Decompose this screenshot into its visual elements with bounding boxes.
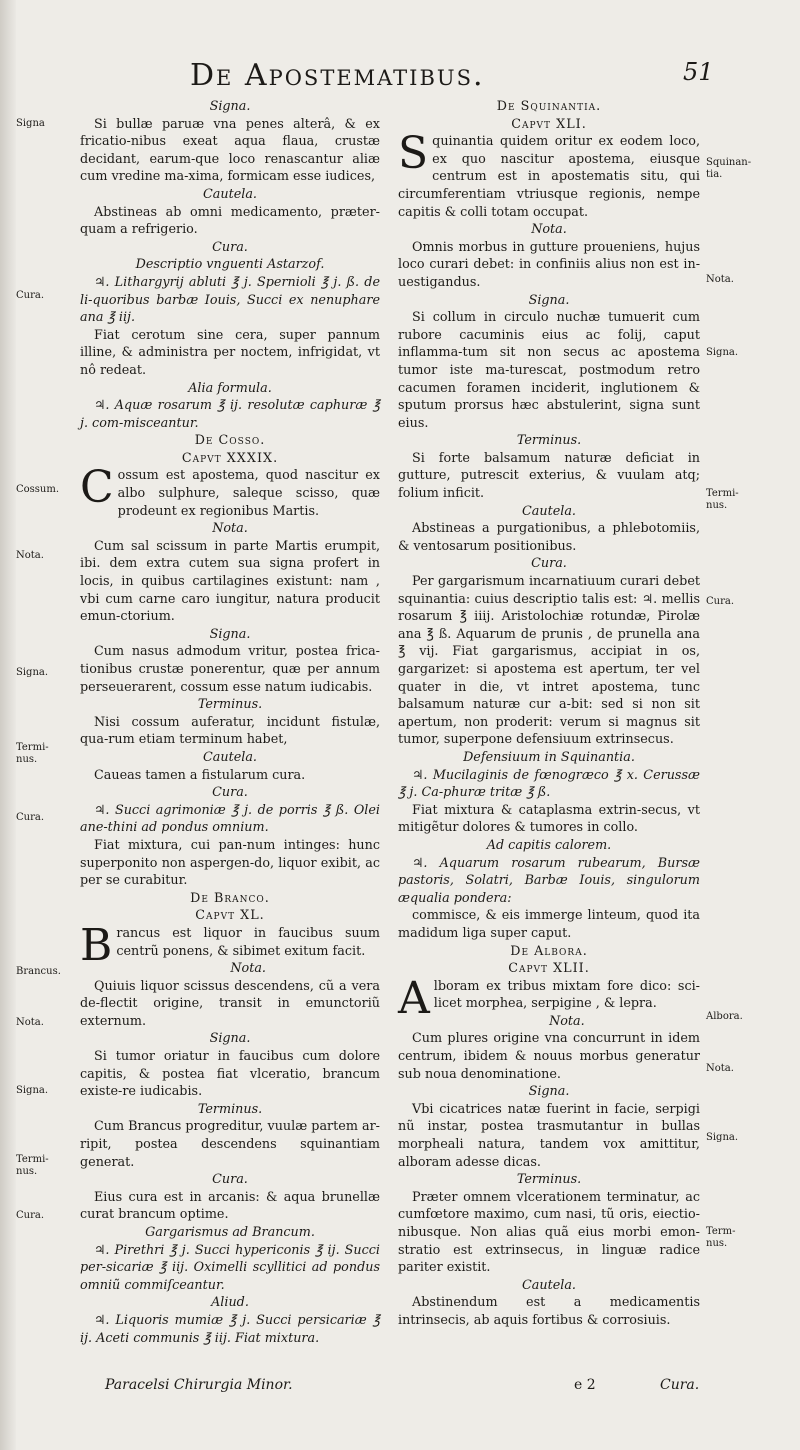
section-heading: Cautela. — [522, 1277, 576, 1293]
paragraph: Si forte balsamum naturæ deficiat in gutture, putrescit exterius, & vuulam atq; folium inficit. — [398, 450, 700, 502]
recipe-text: ♃. Pirethri ℥ j. Succi hypericonis ℥ ij. Succi per-sicariæ ℥ iij. Oximelli scyllitici ad pondus omniũ commiſceantur. — [80, 1242, 380, 1293]
paragraph: Si tumor oriatur in faucibus cum dolore capitis, & postea fiat vlceratio, brancum existe-re iudicabis. — [80, 1049, 380, 1100]
section-heading: Nota. — [212, 521, 248, 537]
section-heading: Gargarismus ad Brancum. — [145, 1225, 315, 1240]
section-heading: Cura. — [531, 556, 567, 572]
paragraph: Cum plures origine vna concurrunt in idem centrum, ibidem & nouus morbus generatur sub noua denominatione. — [398, 1031, 700, 1082]
paragraph: Vbi cicatrices natæ fuerint in facie, serpigi nũ instar, postea trasmutantur in bullas morpheali natura, tandem vox amittitur, alboram adesse dicas. — [398, 1101, 700, 1170]
left-text-column — [80, 98, 380, 1347]
margin-note-left: Cura. — [16, 290, 45, 301]
recipe-text: ♃. Aquarum rosarum rubearum, Bursæ pastoris, Solatri, Barbæ Iouis, singulorum æqualia pondera: — [398, 855, 700, 906]
chapter-heading: Capvt XLII. — [508, 961, 590, 977]
margin-note-right: Nota. — [706, 274, 734, 285]
section-heading: Signa. — [528, 1084, 570, 1100]
margin-note-right: Term-nus. — [706, 1226, 736, 1249]
section-heading: Cautela. — [203, 186, 257, 202]
section-heading: Signa. — [209, 99, 251, 114]
recipe-text: ♃. Mucilaginis de fœnogræco ℥ x. Cerussæ ℥ j. Ca-phuræ tritæ ℥ ß. — [398, 767, 700, 801]
margin-note-right: Nota. — [706, 1063, 734, 1074]
paragraph: Per gargarismum incarnatiuum curari debet squinantia: cuius descriptio talis est: ♃. mellis rosarum ℥ iiij. Aristolochiæ rotundæ, Pirolæ ana ℥ ß. Aquarum de prunis , de prunella ana ℥ vij. Fiat gargarismus, accipiat in os, gargarizet: si apostema est apertum, ter vel quater in die, vt intret apostema, tunc balsamum naturæ cur a-bit: sed si non sit apertum, non proderit: verum si magnus sit tumor, superpone defensiuum extrinsecus. — [398, 574, 700, 748]
section-heading: Descriptio vnguenti Astarzof. — [135, 257, 325, 273]
chapter-opening-paragraph: Squinantia quidem oritur ex eodem loco, ex quo nascitur apostema, eiusque centrum est in apostematis situ, qui circumferentiam vtriusque regionis, nempe capitis & colli totam occupat. — [398, 128, 700, 220]
catchword: Cura. — [660, 1377, 700, 1393]
chapter-heading: De Albora. — [510, 943, 588, 959]
margin-note-left: Signa. — [16, 667, 49, 678]
margin-note-left: Cura. — [16, 812, 45, 823]
paragraph: Fiat mixtura & cataplasma extrin-secus, vt mitigẽtur dolores & tumores in collo. — [398, 802, 700, 836]
signature-mark: e 2 — [574, 1377, 596, 1393]
section-heading: Cura. — [212, 785, 248, 801]
paragraph: Abstinendum est a medicamentis intrinsecis, ab aquis fortibus & corrosiuis. — [398, 1295, 700, 1328]
margin-note-right: Cura. — [706, 596, 735, 607]
section-heading: Signa. — [209, 626, 251, 642]
chapter-heading: De Squinantia. — [496, 99, 602, 114]
section-heading: Defensiuum in Squinantia. — [463, 749, 635, 765]
section-heading: Signa. — [209, 1031, 251, 1047]
margin-note-right: Signa. — [706, 347, 739, 358]
chapter-heading: Capvt XXXIX. — [181, 450, 279, 466]
chapter-opening-paragraph: Cossum est apostema, quod nascitur ex albo sulphure, saleque scisso, quæ prodeunt ex regionibus Martis. — [80, 462, 380, 519]
margin-note-right: Termi-nus. — [706, 488, 739, 511]
section-heading: Signa. — [528, 292, 570, 308]
recipe-text: ♃. Lithargyrij abluti ℥ j. Spernioli ℥ j. ß. de li-quoribus barbæ Iouis, Succi ex nenuphare ana ℥ iij. — [80, 274, 380, 326]
paragraph: commisce, & eis immerge linteum, quod ita madidum liga super caput. — [398, 908, 700, 941]
recipe-text: ♃. Succi agrimoniæ ℥ j. de porris ℥ ß. Olei ane-thini ad pondus omnium. — [80, 802, 380, 836]
section-heading: Alia formula. — [188, 380, 272, 396]
margin-note-left: Cura. — [16, 1210, 45, 1221]
section-heading: Nota. — [549, 1013, 585, 1029]
margin-note-left: Nota. — [16, 1017, 44, 1028]
margin-note-left: Signa — [16, 118, 45, 129]
paragraph: Abstineas ab omni medicamento, præter-quam a refrigerio. — [80, 204, 380, 238]
paragraph: Quiuis liquor scissus descendens, cũ a vera de-flectit origine, transit in emunctoriũ externum. — [80, 978, 380, 1029]
margin-note-right: Albora. — [706, 1011, 743, 1022]
paragraph: Si bullæ paruæ vna penes alterâ, & ex fricatio-nibus exeat aqua flaua, crustæ decidant, earum-que loco renascantur aliæ cum vredine ma-xima, formicam esse iudices, — [80, 116, 380, 185]
margin-note-right: Squinan-tia. — [706, 157, 752, 180]
chapter-heading: Capvt XLI. — [511, 116, 587, 132]
chapter-heading: De Branco. — [190, 890, 270, 906]
section-heading: Cautela. — [522, 503, 576, 519]
recipe-text: ♃. Liquoris mumiæ ℥ j. Succi persicariæ ℥ ij. Aceti communis ℥ iij. Fiat mixtura. — [80, 1312, 380, 1346]
section-heading: Terminus. — [516, 1172, 582, 1188]
margin-note-left: Termi-nus. — [16, 742, 49, 765]
section-heading: Terminus. — [197, 1101, 263, 1117]
section-heading: Ad capitis calorem. — [486, 837, 612, 853]
margin-note-left: Termi-nus. — [16, 1154, 49, 1177]
paragraph: Cum sal scissum in parte Martis erumpit, ibi. dem extra cutem sua signa profert in locis, in quibus cartilagines existunt: nam , vbi cum carne caro iungitur, natura producit emun-ctorium. — [80, 538, 380, 625]
margin-note-left: Nota. — [16, 550, 44, 561]
chapter-opening-paragraph: Alboram ex tribus mixtam fore dico: sci-licet morphea, serpigine , & lepra. — [398, 972, 700, 1024]
paragraph: Si collum in circulo nuchæ tumuerit cum rubore cacuminis eius ac folij, caput inflamma-tum sit non secus ac apostema tumor iste ma-turescat, postmodum retro cacumen foramen inciderit, inglutionem & sputum prorsus hæc abstulerint, signa sunt eius. — [398, 310, 700, 431]
running-title: De Apostematibus. — [190, 58, 485, 93]
section-heading: Nota. — [230, 961, 266, 977]
page-header — [0, 58, 800, 98]
margin-note-left: Cossum. — [16, 484, 60, 495]
right-text-column — [398, 98, 700, 1330]
paragraph: Nisi cossum auferatur, incidunt fistulæ, qua-rum etiam terminum habet, — [80, 714, 380, 748]
paragraph: Cum nasus admodum vritur, postea frica-tionibus crustæ ponerentur, quæ per annum perseuerarent, cossum esse natum iudicabis. — [80, 644, 380, 695]
paragraph: Cum Brancus progreditur, vuulæ partem ar-ripit, postea descendens squinantiam generat. — [80, 1119, 380, 1170]
margin-note-left: Brancus. — [16, 966, 61, 977]
section-heading: Cautela. — [203, 749, 257, 765]
paragraph: Fiat mixtura, cui pan-num intinges: hunc superponito non aspergen-do, liquor exibit, ac per se curabitur. — [80, 837, 380, 889]
chapter-heading: Capvt XL. — [195, 908, 265, 924]
paragraph: Caueas tamen a fistularum cura. — [94, 767, 306, 783]
section-heading: Cura. — [212, 239, 248, 255]
chapter-opening-paragraph: Brancus est liquor in faucibus suum centrũ ponens, & sibimet exitum facit. — [80, 919, 380, 971]
margin-note-left: Signa. — [16, 1085, 49, 1096]
margin-note-right: Signa. — [706, 1132, 739, 1143]
paragraph: Abstineas a purgationibus, a phlebotomiis, & ventosarum positionibus. — [398, 521, 700, 554]
recipe-text: ♃. Aquæ rosarum ℥ ij. resolutæ caphuræ ℥ j. com-misceantur. — [80, 398, 380, 431]
paragraph: Omnis morbus in gutture proueniens, hujus loco curari debet: in confiniis alius non est in-uestigandus. — [398, 239, 700, 290]
footer-book-title: Paracelsi Chirurgia Minor. — [105, 1377, 293, 1393]
page-spine-shadow — [0, 0, 16, 1450]
section-heading: Cura. — [212, 1172, 248, 1188]
section-heading: Nota. — [531, 222, 567, 238]
section-heading: Terminus. — [197, 697, 263, 713]
section-heading: Terminus. — [516, 433, 582, 449]
paragraph: Eius cura est in arcanis: & aqua brunellæ curat brancum optime. — [80, 1189, 380, 1223]
section-heading: Aliud. — [211, 1295, 249, 1311]
paragraph: Præter omnem vlcerationem terminatur, ac cumfœtore maximo, cum nasi, tũ oris, eiectio-nibusque. Non alias quã eius morbi emon-stratio est extrinsecus, in linguæ radice pariter existit. — [398, 1189, 700, 1276]
chapter-heading: De Cosso. — [194, 433, 266, 449]
paragraph: Fiat cerotum sine cera, super pannum illine, & administra per noctem, infrigidat, vt nô redeat. — [80, 327, 380, 378]
page-number: 51 — [683, 58, 714, 86]
